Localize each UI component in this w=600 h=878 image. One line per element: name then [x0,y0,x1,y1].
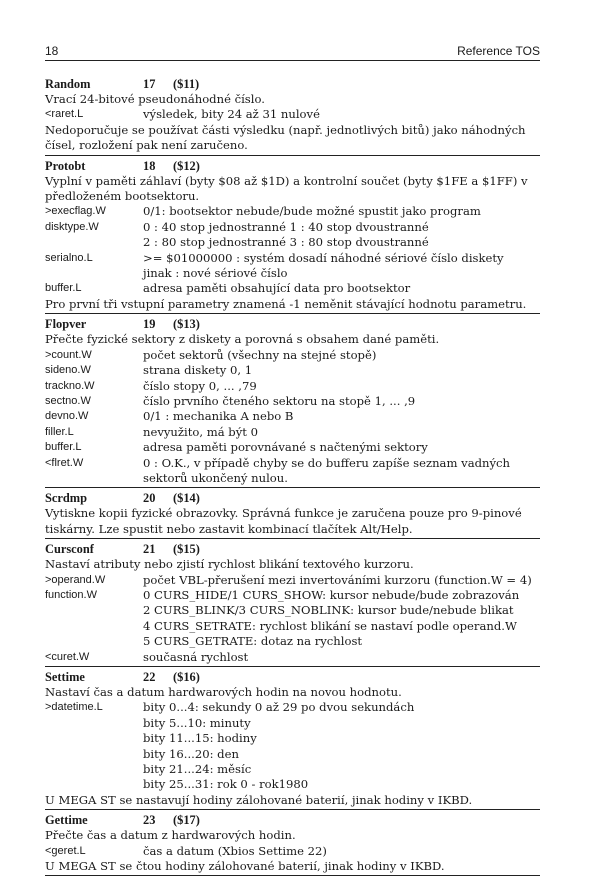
parameter-name: <curet.W [45,650,90,663]
parameter-name [45,777,143,792]
parameter-description: bity 5...10: minuty [143,715,251,730]
parameter-row [45,650,540,665]
function-code: ($17) [173,813,200,828]
parameter-row [45,363,540,378]
parameter-name: >execflag.W [45,205,106,218]
description-line: tiskárny. Lze spustit nebo zastavit kombinací tlačítek Alt/Help. [45,521,413,536]
parameter-name: <raret.L [45,108,84,121]
parameter-name: buffer.L [45,441,82,454]
function-code: ($11) [173,77,200,91]
function-code: ($14) [173,491,200,506]
function-heading [45,316,540,332]
parameter-row [45,440,540,455]
function-number: 17 [143,77,156,91]
parameter-name [45,619,143,634]
page-header [45,44,540,61]
function-name: Settime [45,670,85,684]
function-heading [45,669,540,685]
parameter-name: function.W [45,588,97,601]
parameter-row [45,731,540,746]
parameter-row [45,619,540,634]
function-number: 22 [143,670,156,684]
parameter-row [45,379,540,394]
parameter-name: sectno.W [45,394,91,407]
function-code: ($13) [173,317,200,332]
note-line: Pro první tři vstupní parametry znamená -1 neměnit stávající hodnotu parametru. [45,296,527,311]
parameter-row [45,573,540,588]
description-line: Nastaví atributy nebo zjistí rychlost blikání textového kurzoru. [45,557,414,572]
parameter-description: 5 CURS_GETRATE: dotaz na rychlost [143,634,363,649]
parameter-description: počet sektorů (všechny na stejné stopě) [143,347,377,362]
parameter-description: adresa paměti porovnávané s načtenými sektory [143,440,428,455]
parameter-name: >datetime.L [45,701,103,714]
parameter-name [45,716,143,731]
parameter-name: sideno.W [45,364,91,377]
function-name: Gettime [45,813,88,828]
function-code: ($16) [173,670,200,684]
parameter-row [45,235,540,250]
parameter-name [45,747,143,762]
parameter-name [45,603,143,618]
parameter-description: bity 11...15: hodiny [143,731,257,746]
parameter-name [45,266,143,281]
function-entry [45,76,540,156]
parameter-row [45,394,540,409]
parameter-name: <flret.W [45,456,84,469]
description-line: Vytiskne kopii fyzické obrazovky. Správná funkce je zaručena pouze pro 9-pinové [45,506,522,521]
function-name: Cursconf [45,542,94,557]
parameter-name: filler.L [45,425,74,438]
description-line: Přečte čas a datum z hardwarových hodin. [45,828,296,843]
description-line: předloženém bootsektoru. [45,189,200,204]
function-code: ($12) [173,158,200,173]
function-entry [45,490,540,539]
function-entry [45,812,540,876]
function-number: 18 [143,158,156,173]
function-name: Flopver [45,317,87,332]
parameter-description: 2 : 80 stop jednostranné 3 : 80 stop dvoustranné [143,235,429,250]
note-line: čísel, rozložení pak není zaručeno. [45,138,248,153]
parameter-description: počet VBL-přerušení mezi invertováními kurzoru (function.W = 4) [143,572,532,587]
function-name: Random [45,77,91,91]
parameter-description: adresa paměti obsahující data pro bootsektor [143,281,411,296]
function-entry [45,316,540,488]
parameter-row [45,425,540,440]
note-line: Nedoporučuje se používat části výsledku (např. jednotlivých bitů) jako náhodných [45,122,526,137]
parameter-name: <geret.L [45,844,86,857]
function-entry [45,541,540,667]
parameter-name: >operand.W [45,573,106,586]
parameter-description: 0 : 40 stop jednostranné 1 : 40 stop dvoustranné [143,219,429,234]
function-number: 20 [143,491,156,506]
parameter-name [45,762,143,777]
function-name: Scrdmp [45,491,87,506]
function-heading [45,158,540,174]
description-line: Vyplní v paměti záhlaví (byty $08 až $1D) a kontrolní součet (byty $1FE a $1FF) v [45,173,528,188]
note-line: U MEGA ST se čtou hodiny zálohované baterií, jinak hodiny v IKBD. [45,859,445,874]
parameter-row [45,456,540,471]
parameter-description: současná rychlost [143,649,249,664]
parameter-row [45,747,540,762]
parameter-name [45,731,143,746]
function-code: ($15) [173,542,200,557]
parameter-row [45,588,540,603]
function-number: 21 [143,542,156,557]
function-number: 23 [143,813,156,828]
parameter-description: bity 21...24: měsíc [143,762,252,777]
parameter-row [45,762,540,777]
description-line: Přečte fyzické sektory z diskety a porovná s obsahem dané paměti. [45,332,440,347]
parameter-description: 0/1 : mechanika A nebo B [143,409,294,424]
parameter-row [45,777,540,792]
parameter-description: bity 16...20: den [143,746,239,761]
running-title: Reference TOS [457,44,540,58]
function-number: 19 [143,317,156,332]
parameter-description: číslo stopy 0, ... ,79 [143,378,257,393]
description-line: Vrací 24-bitové pseudonáhodné číslo. [45,92,265,106]
note-line: U MEGA ST se nastavují hodiny zálohované baterií, jinak hodiny v IKBD. [45,792,473,807]
parameter-row [45,716,540,731]
parameter-description: číslo prvního čteného sektoru na stopě 1, ... ,9 [143,393,416,408]
parameter-row [45,266,540,281]
parameter-description: >= $01000000 : systém dosadí náhodné sériové číslo diskety [143,250,504,265]
parameter-description: sektorů ukončený nulou. [143,470,288,485]
parameter-name: disktype.W [45,220,99,233]
parameter-row [45,634,540,649]
parameter-row [45,700,540,715]
parameter-name: buffer.L [45,282,82,295]
parameter-row [45,409,540,424]
parameter-row [45,471,540,486]
parameter-description: nevyužito, má být 0 [143,424,259,439]
description-line: Nastaví čas a datum hardwarových hodin na novou hodnotu. [45,685,402,699]
parameter-row [45,251,540,266]
parameter-name [45,634,143,649]
parameter-row [45,844,540,859]
function-entry [45,158,540,315]
parameter-row [45,348,540,363]
parameter-name: >count.W [45,348,92,361]
parameter-description: 4 CURS_SETRATE: rychlost blikání se nastaví podle operand.W [143,618,517,633]
parameter-description: 0/1: bootsektor nebude/bude možné spustit jako program [143,204,481,219]
parameter-name: serialno.L [45,251,93,264]
parameter-description: výsledek, bity 24 až 31 nulové [143,107,320,122]
parameter-name: devno.W [45,410,89,423]
parameter-name [45,471,143,486]
parameter-row [45,281,540,296]
parameter-description: čas a datum (Xbios Settime 22) [143,843,327,858]
function-name: Protobt [45,158,86,173]
function-entry [45,669,540,810]
function-heading [45,812,540,828]
parameter-description: 0 CURS_HIDE/1 CURS_SHOW: kursor nebude/bude zobrazován [143,587,520,602]
function-heading [45,490,540,506]
parameter-name: trackno.W [45,379,95,392]
parameter-description: 2 CURS_BLINK/3 CURS_NOBLINK: kursor bude/nebude blikat [143,603,514,618]
parameter-description: bity 25...31: rok 0 - rok1980 [143,777,309,792]
parameter-name [45,235,143,250]
page-content [45,76,540,878]
parameter-description: bity 0...4: sekundy 0 až 29 po dvou sekundách [143,700,415,715]
function-heading [45,541,540,557]
function-heading [45,76,540,92]
parameter-row [45,603,540,618]
parameter-description: jinak : nové sériové číslo [143,266,288,281]
parameter-row [45,220,540,235]
parameter-row [45,204,540,219]
parameter-description: strana diskety 0, 1 [143,363,253,378]
parameter-row [45,107,540,122]
parameter-description: 0 : O.K., v případě chyby se do bufferu zapíše seznam vadných [143,455,511,470]
page-number: 18 [45,44,59,58]
